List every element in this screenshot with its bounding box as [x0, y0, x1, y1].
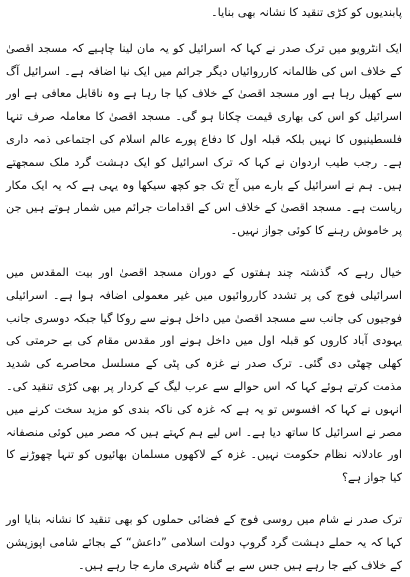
- paragraph-2-line-2: ایک نیا اضافہ ہے۔ اسرائیل آگ سے کھیل رہا ہے اور مسجد اقصیٰ کے خلاف کیا جا رہا ہے وہ ناقابل معافی ہے اور اسرائیل کو: [6, 64, 402, 124]
- paragraph-4-line-2: ”داعش“ کے بجائے شامی اپوزیشن کے خلاف کیے جا رہے ہیں جس سے بے گناہ شہری مارے جا رہے ہیں۔: [6, 535, 402, 572]
- article-paragraph-3: [6, 262, 402, 490]
- paragraph-3-line-5: ہے کہ غزہ کی ناکہ بندی کو مزید سخت کرنے میں مصر نے اسرائیل کا ساتھ دیا ہے۔ اس لیے ہم کہتے ہیں کہ مصر میں کوئی منصفانہ اور: [6, 402, 402, 462]
- paragraph-3-line-1: خیال رہے کہ گذشتہ چند ہفتوں کے دوران مسجد اقصیٰ اور بیت المقدس میں اسرائیلی فوج کی پر تشدد کارروائیوں میں غیر معمولی اضافہ: [6, 265, 403, 302]
- paragraph-4-line-1: ترک صدر نے شام میں روسی فوج کے فضائی حملوں کو بھی تنقید کا نشانہ بنایا اور کہا کہ یہ حملے دہشت گرد گروپ دولت اسلامی: [6, 512, 402, 549]
- paragraph-gap: [6, 243, 402, 262]
- paragraph-3-line-3: کاروں کو قبلہ اول میں داخل ہونے اور مقدس مقام کی بے حرمتی کی کھلی چھٹی دی گئی۔ ترک صدر نے غزہ کی پٹی کے مسلسل: [6, 334, 403, 371]
- paragraph-3-line-2: ہوا ہے۔ اسرائیلی فوجیوں کی جانب سے مسجد اقصیٰ میں داخل ہونے سے روکا گیا جبکہ دوسری جانب یہودی آباد: [6, 288, 402, 348]
- paragraph-2-line-4: داری ہے۔ رجب طیب اردوان نے کہا کہ ترک اسرائیل کو ایک دہشت گرد ملک سمجھتے ہیں۔ ہم نے اسرائیل کے بارے میں آج تک جو کچھ سیکھا وہ یہی: [6, 132, 402, 192]
- paragraph-3-line-6: عادلانہ نظام حکومت نہیں۔ غزہ کے لاکھوں مسلمان بھائیوں کو تنہا چھوڑنے کا کیا جواز ہے؟: [6, 448, 402, 485]
- paragraph-1-line-1: پابندیوں کو کڑی تنقید کا نشانہ بھی بنایا۔: [211, 6, 402, 19]
- article-paragraph-2: [6, 38, 402, 243]
- article-paragraph-4: [6, 509, 402, 577]
- paragraph-2-line-5: ہے کہ یہ ایک مکار ریاست ہے۔ مسجد اقصیٰ کے خلاف اس کے اقدامات جرائم میں شمار ہوتے ہیں جن پر خاموش رہنے کا کوئی جواز نہیں۔: [6, 178, 402, 238]
- paragraph-2-line-3: اس کی بھاری قیمت چکانا ہو گی۔ مسجد اقصیٰ کا معاملہ صرف تنہا فلسطینیوں کا نہیں بلکہ قبلہ اول کا دفاع پورے عالم اسلام کی اجتماعی ذمہ: [6, 110, 402, 146]
- paragraph-2-line-1: ایک انٹرویو میں ترک صدر نے کہا کہ اسرائیل کو یہ مان لینا چاہیے کہ مسجد اقصیٰ کے خلاف اس کی ظالمانہ کارروائیاں دیگر جرائم میں: [6, 41, 402, 78]
- article-paragraph-1: [6, 2, 402, 25]
- paragraph-gap: [6, 490, 402, 509]
- paragraph-3-line-4: محاصرے کی شدید مذمت کرتے ہوئے کہا کہ اس حوالے سے عرب لیگ کے کردار پر بھی کڑی تنقید کی۔ انہوں نے کہا کہ افسوس تو یہ: [6, 357, 402, 416]
- paragraph-gap: [6, 25, 402, 38]
